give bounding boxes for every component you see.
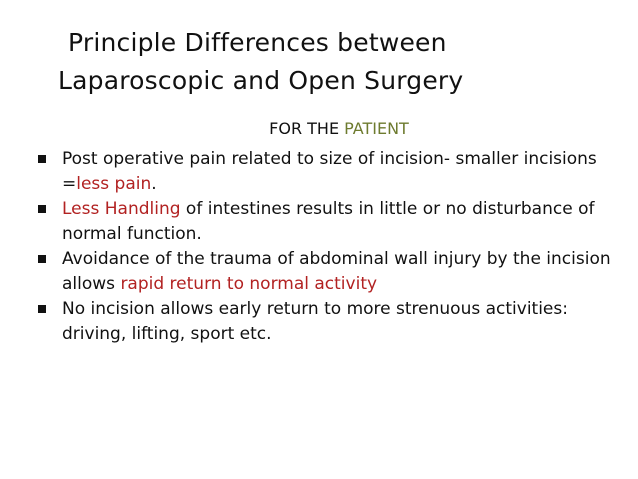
bullet-list [36, 147, 616, 347]
square-bullet-icon [38, 205, 46, 213]
square-bullet-icon [38, 305, 46, 313]
bullet-text-end: of intestines results in little or no disturbance of normal function. [62, 199, 595, 244]
bullet-item [36, 297, 616, 347]
bullet-text-end: . [151, 174, 157, 194]
bullet-text: Post operative pain related to size of incision- smaller incisions = [62, 149, 597, 194]
bullet-highlight: Less Handling [62, 199, 181, 219]
bullet-highlight: rapid return to normal activity [120, 274, 378, 294]
slide-title-line-2: Laparoscopic and Open Surgery [58, 66, 464, 95]
square-bullet-icon [38, 255, 46, 263]
bullet-text: Avoidance of the trauma of abdominal wall injury by the incision allows [62, 249, 611, 294]
bullet-text: No incision allows early return to more strenuous activities: driving, lifting, sport etc. [62, 299, 568, 344]
slide-title-line-1: Principle Differences between [68, 28, 447, 57]
slide-subtitle [0, 118, 638, 140]
subtitle-prefix: FOR THE [269, 119, 345, 138]
bullet-item [36, 197, 616, 247]
bullet-item [36, 247, 616, 297]
slide-title [58, 24, 578, 100]
bullet-highlight: less pain [76, 174, 152, 194]
bullet-item [36, 147, 616, 197]
square-bullet-icon [38, 155, 46, 163]
subtitle-highlight: PATIENT [344, 119, 409, 138]
